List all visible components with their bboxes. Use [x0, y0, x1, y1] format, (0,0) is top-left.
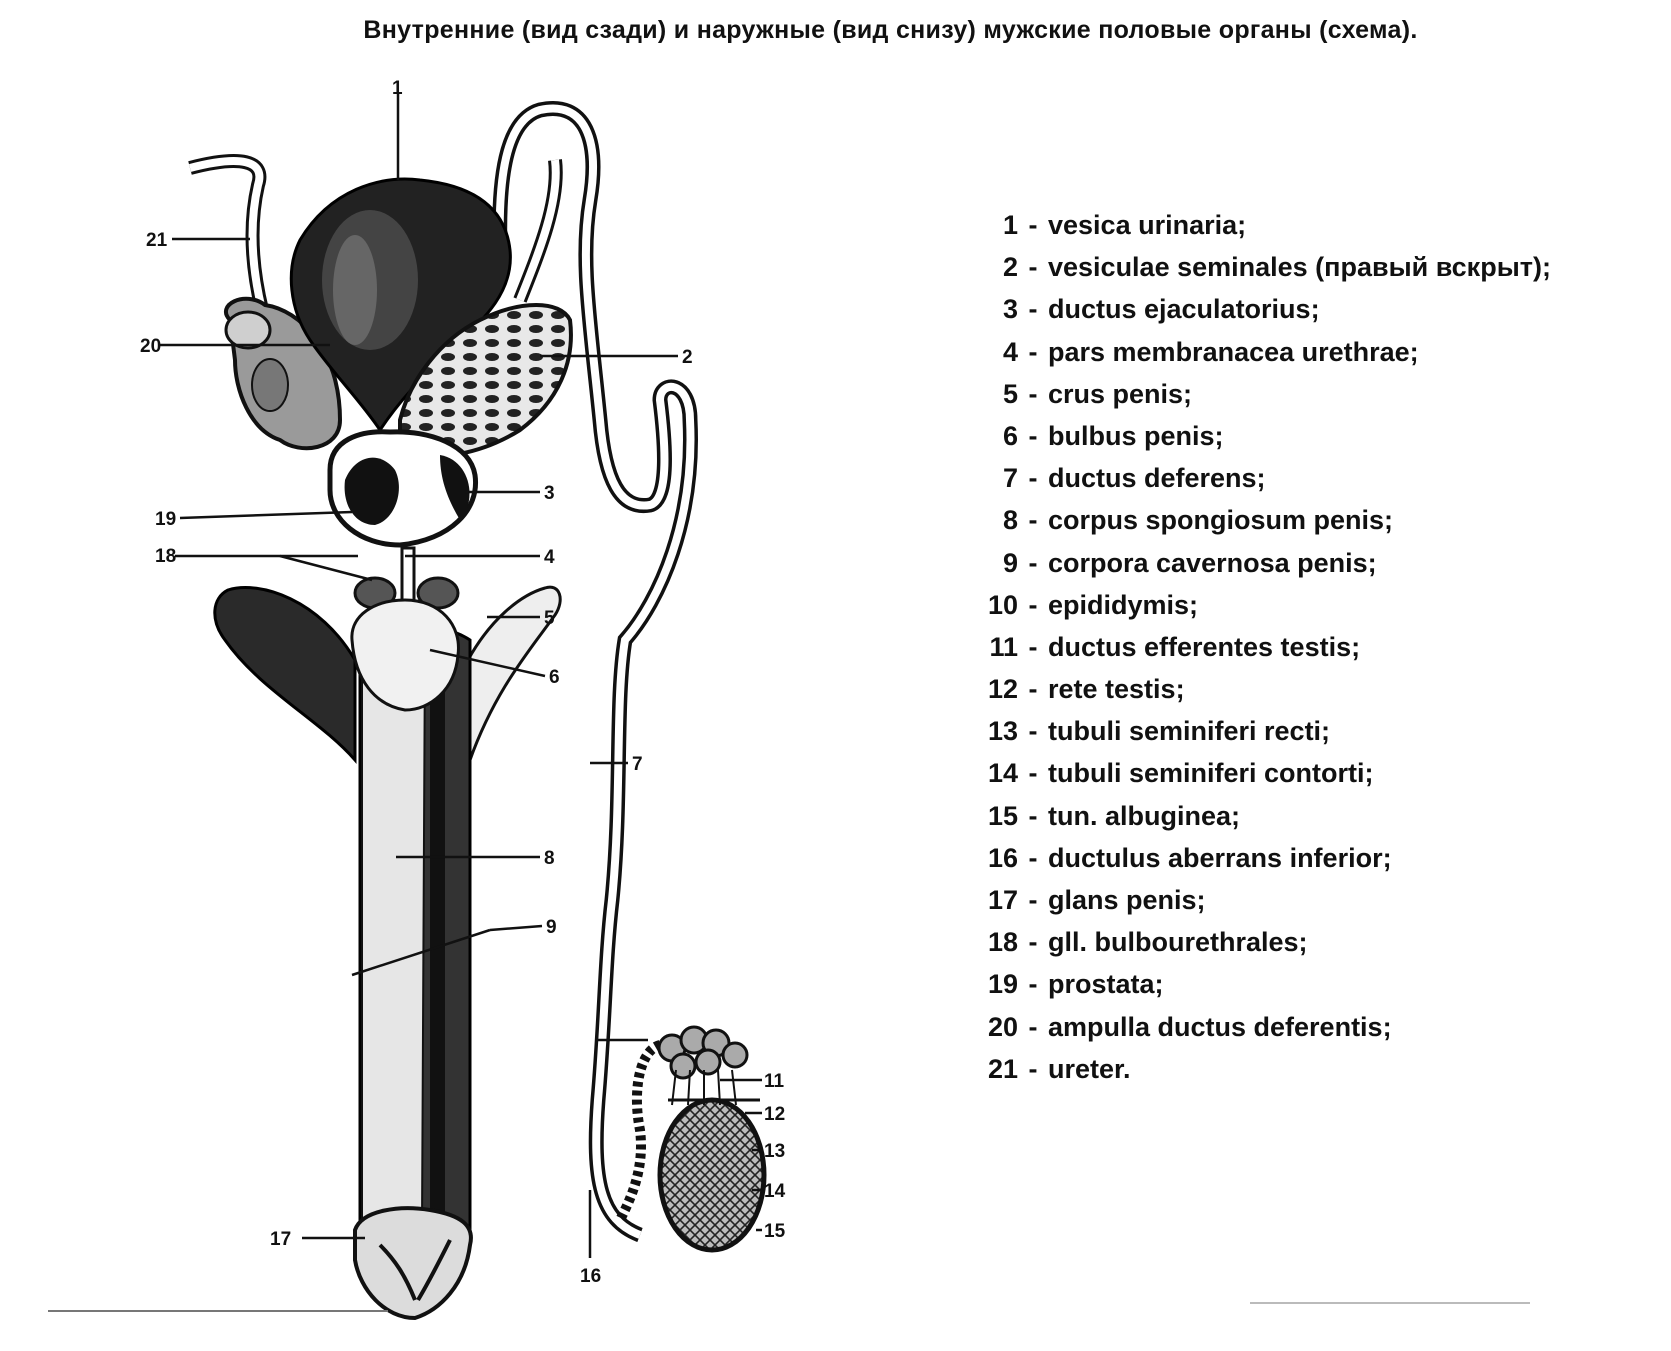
corpus-spongiosum: [362, 626, 425, 1234]
legend-item: 21 - ureter.: [987, 1053, 1131, 1084]
callout-15: 15: [764, 1221, 786, 1242]
epididymis: [620, 1045, 660, 1220]
legend-item: 6 - bulbus penis;: [1002, 420, 1224, 451]
callout-2: 2: [682, 347, 693, 368]
scan-artifact-line: [1250, 1302, 1530, 1304]
legend-item: 5 - crus penis;: [1002, 378, 1193, 409]
legend-item: 1 - vesica urinaria;: [1002, 210, 1247, 240]
callout-14: 14: [764, 1181, 786, 1202]
callout-16: 16: [580, 1266, 602, 1287]
callout-7: 7: [632, 754, 643, 775]
legend-item: 13 - tubuli seminiferi recti;: [987, 716, 1331, 747]
diagram-title: Внутренние (вид сзади) и наружные (вид снизу) мужские половые органы (схема).: [363, 16, 1418, 44]
callout-11: 11: [764, 1071, 785, 1092]
testis: [660, 1100, 764, 1250]
legend-item: 10 - epididymis;: [987, 589, 1199, 620]
legend-item: 17 - glans penis;: [987, 885, 1206, 915]
scan-artifact-line: [48, 1310, 388, 1312]
callout-8: 8: [544, 848, 555, 869]
callout-13: 13: [764, 1141, 786, 1162]
callout-17: 17: [270, 1229, 292, 1250]
legend-item: 11 - ductus efferentes testis;: [989, 631, 1361, 662]
legend-item: 16 - ductulus aberrans inferior;: [987, 842, 1392, 873]
callout-12: 12: [764, 1104, 786, 1125]
legend-list: [970, 204, 1551, 1090]
callout-4: 4: [544, 547, 555, 568]
callout-1: 1: [392, 78, 403, 99]
callout-9: 9: [546, 917, 557, 938]
legend-item: 14 - tubuli seminiferi contorti;: [987, 758, 1374, 789]
callout-18: 18: [155, 546, 177, 567]
crus-penis-left: [215, 588, 355, 760]
legend-item: 15 - tun. albuginea;: [987, 800, 1240, 831]
callout-3: 3: [544, 483, 555, 504]
callout-5: 5: [544, 608, 555, 629]
legend-item: 19 - prostata;: [987, 969, 1164, 1000]
legend-item: 7 - ductus deferens;: [1002, 463, 1266, 494]
callout-6: 6: [549, 667, 560, 688]
legend-item: 4 - pars membranacea urethrae;: [1002, 336, 1419, 367]
glans-penis: [355, 1208, 471, 1318]
legend-item: 18 - gll. bulbourethrales;: [987, 927, 1308, 958]
callout-20: 20: [140, 336, 162, 357]
legend-item: 9 - corpora cavernosa penis;: [1002, 547, 1377, 578]
legend-item: 3 - ductus ejaculatorius;: [1002, 294, 1320, 325]
legend-item: 8 - corpus spongiosum penis;: [1002, 505, 1394, 536]
legend-item: 2 - vesiculae seminales (правый вскрыт);: [1002, 252, 1551, 283]
legend-item: 20 - ampulla ductus deferentis;: [987, 1011, 1392, 1042]
callout-21: 21: [146, 230, 168, 251]
callout-19: 19: [155, 509, 177, 530]
legend-item: 12 - rete testis;: [987, 674, 1185, 705]
